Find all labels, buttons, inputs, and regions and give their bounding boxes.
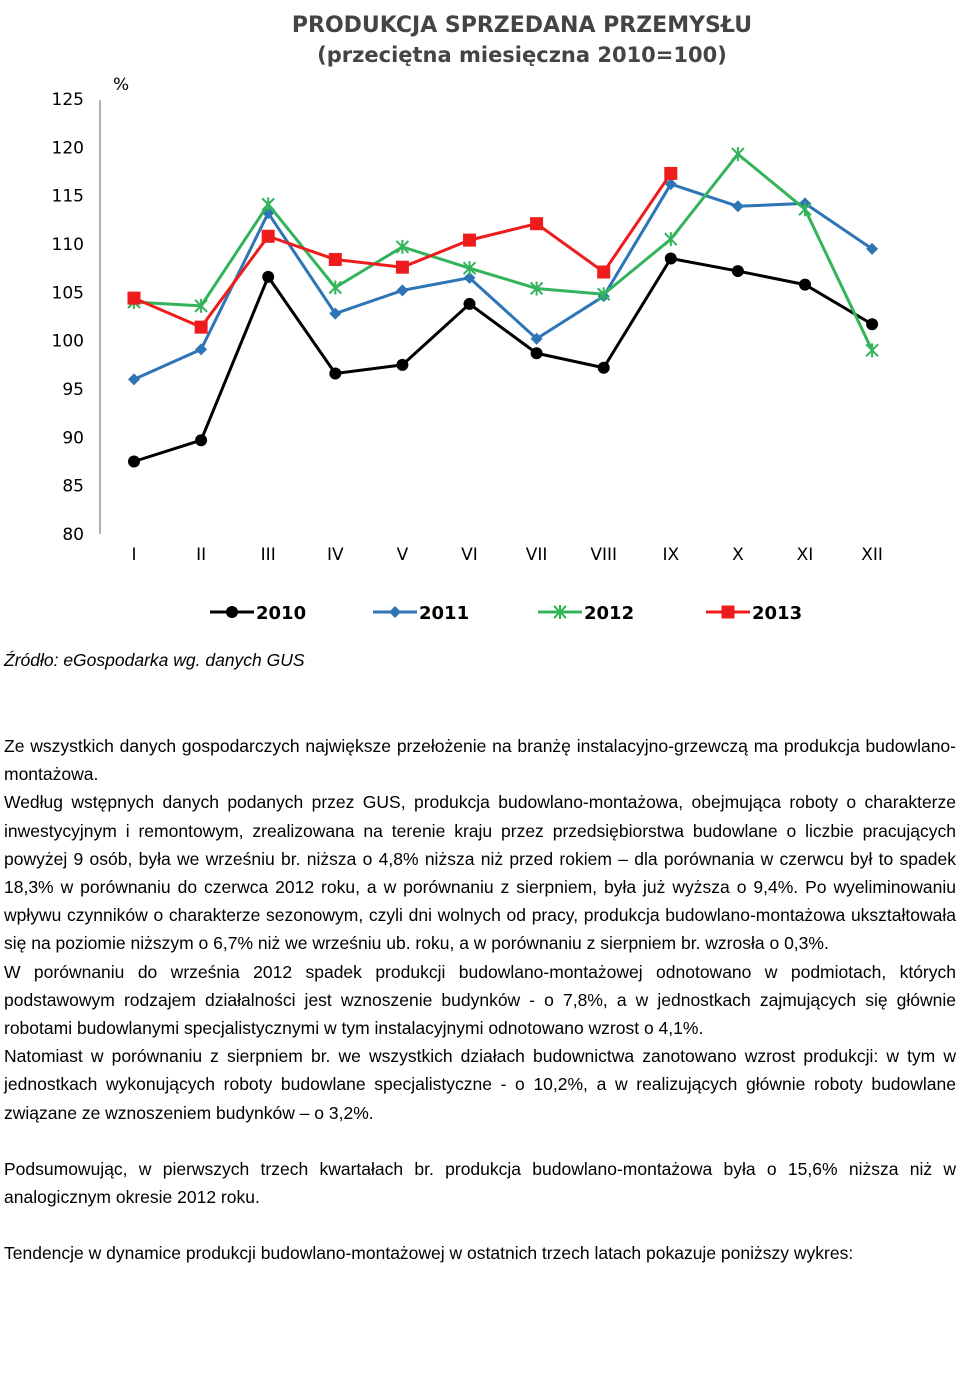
x-tick-label-III: III	[260, 545, 276, 565]
legend-label-2013: 2013	[752, 603, 803, 624]
legend-marker-2013	[722, 606, 735, 619]
point-2010-X	[732, 265, 744, 277]
x-tick-label-V: V	[396, 545, 409, 565]
point-2012-IV	[329, 281, 341, 295]
series-line-2010	[134, 259, 872, 462]
paragraph-september-comparison: W porównaniu do września 2012 spadek produkcji budowlano-montażowej odnotowano w podmiotach, których podstawowym rodzajem działalności jest wznoszenie budynków - o 7,8%, a w jednostkach zajmujących się głównie robotami budowlanymi specjalistycznymi w tym instalacyjnymi odnotowano wzrost o 4,1%.	[4, 961, 956, 1039]
point-2010-XI	[799, 279, 811, 291]
point-2013-VII	[530, 217, 543, 230]
y-tick-labels	[52, 90, 84, 545]
x-tick-label-IV: IV	[326, 545, 344, 565]
legend-label-2012: 2012	[584, 603, 635, 624]
x-tick-label-VI: VI	[461, 545, 478, 565]
point-2010-IX	[665, 253, 677, 265]
legend-item-2011	[373, 603, 469, 624]
series-line-2012	[134, 154, 872, 350]
legend-label-2011: 2011	[419, 603, 470, 624]
y-tick-label-115: 115	[51, 186, 84, 207]
point-2010-VIII	[598, 362, 610, 374]
point-2011-V	[396, 284, 408, 296]
y-tick-label-100: 100	[51, 331, 84, 352]
point-2010-II	[195, 434, 207, 446]
legend-marker-2010	[226, 606, 238, 618]
point-2010-V	[396, 359, 408, 371]
x-tick-label-X: X	[732, 545, 744, 565]
paragraph-august-comparison: Natomiast w porównaniu z sierpniem br. we wszystkich działach budownictwa zanotowano wzrost produkcji: w tym w jednostkach wykonujących roboty budowlane specjalistyczne - o 10,2%, a w realizujących głównie roboty budowlane związane ze wznoszeniem budynków – o 3,2%.	[4, 1046, 956, 1123]
point-2010-I	[128, 456, 140, 468]
y-tick-label-110: 110	[51, 235, 84, 255]
point-2010-XII	[866, 318, 878, 330]
y-tick-label-105: 105	[51, 283, 84, 304]
x-tick-label-XI: XI	[796, 545, 814, 565]
y-tick-label-95: 95	[62, 380, 84, 400]
legend-marker-2011	[389, 606, 401, 618]
series-line-2011	[134, 184, 872, 379]
y-tick-label-125: 125	[51, 90, 84, 110]
paragraph-gus-data: Według wstępnych danych podanych przez GUS, produkcja budowlano-montażowa, obejmująca roboty o charakterze inwestycyjnym i remontowym, zrealizowana na terenie kraju przez przedsiębiorstwa budowlane o liczbie pracujących powyżej 9 osób, była we wrześniu br. niższa o 4,8% niższa niż przed rokiem – dla porównania w czerwcu był to spadek 18,3% w porównaniu do czerwca 2012 roku, a w porównaniu z sierpniem, była już wyższa o 9,4%. Po wyeliminowaniu wpływu czynników o charakterze sezonowym, czyli dni wolnych od pracy, produkcja budowlano-montażowa ukształtowała się na poziomie niższym o 6,7% niż we wrześniu ub. roku, a w porównaniu z sierpniem br. wzrosła o 0,3%.	[4, 792, 956, 954]
legend-item-2012	[538, 603, 634, 624]
chart-title: PRODUKCJA SPRZEDANA PRZEMYSŁU	[291, 13, 753, 38]
point-2010-III	[262, 271, 274, 283]
article-body	[4, 732, 956, 1267]
legend-label-2010: 2010	[256, 603, 307, 624]
chart-subtitle: (przeciętna miesięczna 2010=100)	[317, 43, 727, 67]
point-2013-II	[195, 321, 208, 334]
y-axis-label: %	[113, 75, 130, 95]
point-2010-IV	[329, 368, 341, 380]
point-2012-X	[732, 147, 744, 161]
x-tick-label-IX: IX	[662, 545, 680, 565]
paragraph-chart-intro: Tendencje w dynamice produkcji budowlano-montażowej w ostatnich trzech latach pokazuje poniższy wykres:	[4, 1243, 854, 1264]
x-tick-label-II: II	[196, 545, 207, 565]
paragraph-summary: Podsumowując, w pierwszych trzech kwartałach br. produkcja budowlano-montażowa była o 15,6% niższa niż w analogicznym okresie 2012 roku.	[4, 1158, 956, 1208]
x-tick-label-VII: VII	[525, 545, 548, 565]
point-2012-IX	[665, 232, 677, 246]
source-note-block	[4, 646, 956, 674]
point-2013-IX	[664, 167, 677, 180]
production-line-chart	[0, 0, 960, 640]
y-tick-label-80: 80	[62, 525, 84, 545]
point-2012-XII	[866, 343, 878, 357]
y-tick-label-85: 85	[62, 476, 84, 497]
point-2012-III	[262, 197, 274, 211]
x-tick-labels	[131, 545, 882, 565]
source-note: Źródło: eGospodarka wg. danych GUS	[4, 650, 305, 670]
point-2010-VII	[531, 347, 543, 359]
series-2011	[128, 178, 878, 385]
point-2013-VI	[463, 234, 476, 247]
x-tick-label-I: I	[131, 545, 137, 565]
paragraph-intro: Ze wszystkich danych gospodarczych największe przełożenie na branżę instalacyjno-grzewczą ma produkcja budowlano-montażowa.	[4, 736, 956, 785]
legend-item-2013	[706, 603, 802, 624]
point-2012-XI	[799, 202, 811, 216]
point-2013-VIII	[597, 266, 610, 279]
x-tick-label-XII: XII	[861, 545, 883, 565]
point-2011-II	[195, 343, 207, 355]
series-layer	[128, 147, 879, 467]
point-2013-V	[396, 261, 409, 274]
point-2013-I	[128, 292, 141, 305]
x-tick-label-VIII: VIII	[590, 545, 618, 565]
y-tick-label-90: 90	[62, 428, 84, 449]
point-2010-VI	[464, 298, 476, 310]
chart-legend	[210, 603, 802, 624]
point-2013-III	[262, 230, 275, 243]
point-2011-X	[732, 200, 744, 212]
legend-item-2010	[210, 603, 306, 624]
point-2013-IV	[329, 253, 342, 266]
point-2011-I	[128, 373, 140, 385]
y-tick-label-120: 120	[51, 138, 84, 159]
series-2010	[128, 253, 878, 468]
series-2012	[128, 147, 878, 357]
